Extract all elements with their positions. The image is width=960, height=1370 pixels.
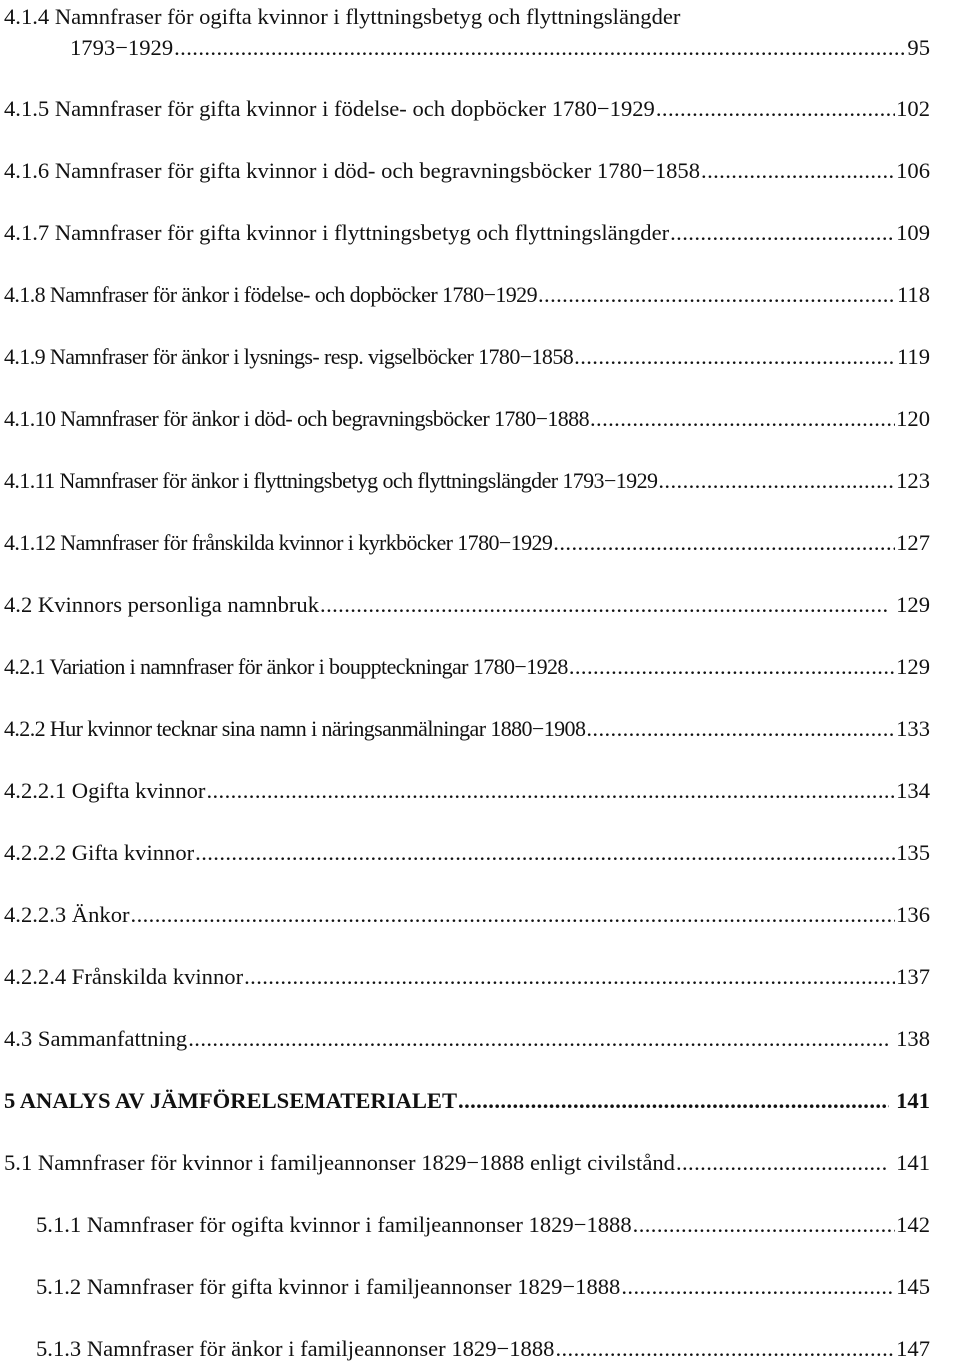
toc-entry-title: 4.1.9 Namnfraser för änkor i lysnings- resp. vigselböcker 1780−1858 bbox=[4, 344, 574, 369]
toc-entry bbox=[0, 714, 960, 750]
toc-entry bbox=[0, 900, 960, 936]
toc-entry bbox=[0, 528, 960, 564]
toc-entry-page: 141 bbox=[896, 1088, 930, 1113]
dot-leader bbox=[131, 900, 896, 930]
toc-entry-page: 106 bbox=[896, 158, 930, 183]
toc-entry-page: 120 bbox=[896, 406, 930, 431]
toc-entry-page: 147 bbox=[896, 1336, 930, 1361]
dot-leader bbox=[206, 776, 895, 806]
toc-entry-title: 4.1.6 Namnfraser för gifta kvinnor i död- och begravningsböcker 1780−1858 bbox=[4, 158, 701, 183]
dot-leader bbox=[458, 1086, 889, 1116]
toc-entry bbox=[0, 1148, 960, 1184]
toc-entry-title: 4.2.2.4 Frånskilda kvinnor bbox=[4, 964, 244, 989]
toc-entry-title: 4.3 Sammanfattning bbox=[4, 1026, 188, 1051]
toc-entry bbox=[0, 1334, 960, 1370]
toc-entry bbox=[0, 404, 960, 440]
dot-leader bbox=[586, 714, 895, 744]
dot-leader bbox=[670, 218, 895, 248]
toc-entry bbox=[0, 962, 960, 998]
toc-entry-page: 119 bbox=[896, 344, 930, 369]
dot-leader bbox=[320, 590, 889, 620]
toc-entry-title: 1793−1929 bbox=[70, 35, 174, 60]
toc-entry-title: 4.1.8 Namnfraser för änkor i födelse- och dopböcker 1780−1929 bbox=[4, 282, 537, 307]
dot-leader bbox=[188, 1024, 889, 1054]
toc-entry-page: 123 bbox=[896, 468, 930, 493]
toc-entry-page: 127 bbox=[896, 530, 930, 555]
toc-entry-title: 4.2.2.2 Gifta kvinnor bbox=[4, 840, 195, 865]
dot-leader bbox=[574, 342, 896, 372]
toc-entry-page: 141 bbox=[896, 1150, 930, 1175]
dot-leader bbox=[590, 404, 895, 434]
dot-leader bbox=[195, 838, 895, 868]
toc-entry-title: 4.2.2.1 Ogifta kvinnor bbox=[4, 778, 206, 803]
toc-entry bbox=[0, 342, 960, 378]
toc-entry-page: 102 bbox=[896, 96, 930, 121]
dot-leader bbox=[658, 466, 895, 496]
dot-leader bbox=[621, 1272, 895, 1302]
toc-entry-title: 5.1.2 Namnfraser för gifta kvinnor i familjeannonser 1829−1888 bbox=[36, 1274, 621, 1299]
toc-entry bbox=[0, 776, 960, 812]
toc-entry bbox=[0, 280, 960, 316]
toc-entry bbox=[0, 156, 960, 192]
toc-entry bbox=[0, 218, 960, 254]
toc-entry-page: 109 bbox=[896, 220, 930, 245]
toc-entry-page: 129 bbox=[896, 592, 930, 617]
toc-entry-page: 137 bbox=[896, 964, 930, 989]
toc-entry-page: 133 bbox=[896, 716, 930, 741]
toc-entry-title: 4.2 Kvinnors personliga namnbruk bbox=[4, 592, 320, 617]
toc-entry-page: 135 bbox=[896, 840, 930, 865]
dot-leader bbox=[553, 528, 895, 558]
toc-entry-title: 5.1.1 Namnfraser för ogifta kvinnor i familjeannonser 1829−1888 bbox=[36, 1212, 632, 1237]
toc-entry bbox=[0, 94, 960, 130]
toc-entry-title: 4.1.11 Namnfraser för änkor i flyttningsbetyg och flyttningslängder 1793−1929 bbox=[4, 468, 658, 493]
dot-leader bbox=[244, 962, 895, 992]
toc-entry bbox=[0, 1272, 960, 1308]
toc-entry bbox=[0, 1024, 960, 1060]
toc-entry-title: 4.1.4 Namnfraser för ogifta kvinnor i flyttningsbetyg och flyttningslängder bbox=[4, 4, 681, 29]
toc-entry-title: 5.1.3 Namnfraser för änkor i familjeannonser 1829−1888 bbox=[36, 1336, 555, 1361]
dot-leader bbox=[656, 94, 895, 124]
toc-entry bbox=[0, 838, 960, 874]
toc-entry bbox=[0, 33, 960, 69]
dot-leader bbox=[555, 1334, 895, 1364]
toc-entry-page: 138 bbox=[896, 1026, 930, 1051]
toc-entry-page: 134 bbox=[896, 778, 930, 803]
toc-entry-title: 5.1 Namnfraser för kvinnor i familjeannonser 1829−1888 enligt civilstånd bbox=[4, 1150, 675, 1175]
dot-leader bbox=[701, 156, 895, 186]
toc-entry-title: 4.1.12 Namnfraser för frånskilda kvinnor i kyrkböcker 1780−1929 bbox=[4, 530, 553, 555]
toc-entry-title: 4.2.2.3 Änkor bbox=[4, 902, 130, 927]
toc-entry-page: 145 bbox=[896, 1274, 930, 1299]
toc-entry bbox=[0, 652, 960, 688]
toc-entry-title: 5 ANALYS AV JÄMFÖRELSEMATERIALET bbox=[4, 1088, 458, 1113]
toc-entry-title: 4.1.7 Namnfraser för gifta kvinnor i flyttningsbetyg och flyttningslängder bbox=[4, 220, 670, 245]
dot-leader bbox=[633, 1210, 895, 1240]
toc-entry-page: 118 bbox=[896, 282, 930, 307]
toc-entry bbox=[0, 590, 960, 626]
toc-entry-page: 129 bbox=[896, 654, 930, 679]
toc-entry-chapter bbox=[0, 1086, 960, 1122]
toc-entry-title: 4.2.2 Hur kvinnor tecknar sina namn i näringsanmälningar 1880−1908 bbox=[4, 716, 586, 741]
toc-entry-title: 4.1.10 Namnfraser för änkor i död- och begravningsböcker 1780−1888 bbox=[4, 406, 589, 431]
dot-leader bbox=[569, 652, 895, 682]
toc-entry-page: 142 bbox=[896, 1212, 930, 1237]
toc-entry-page: 95 bbox=[907, 35, 930, 60]
dot-leader bbox=[676, 1148, 889, 1178]
toc-entry bbox=[0, 1210, 960, 1246]
toc-entry bbox=[0, 466, 960, 502]
toc-entry-title: 4.1.5 Namnfraser för gifta kvinnor i födelse- och dopböcker 1780−1929 bbox=[4, 96, 655, 121]
dot-leader bbox=[538, 280, 896, 310]
dot-leader bbox=[174, 33, 906, 63]
toc-entry-page: 136 bbox=[896, 902, 930, 927]
toc-entry-title: 4.2.1 Variation i namnfraser för änkor i bouppteckningar 1780−1928 bbox=[4, 654, 568, 679]
